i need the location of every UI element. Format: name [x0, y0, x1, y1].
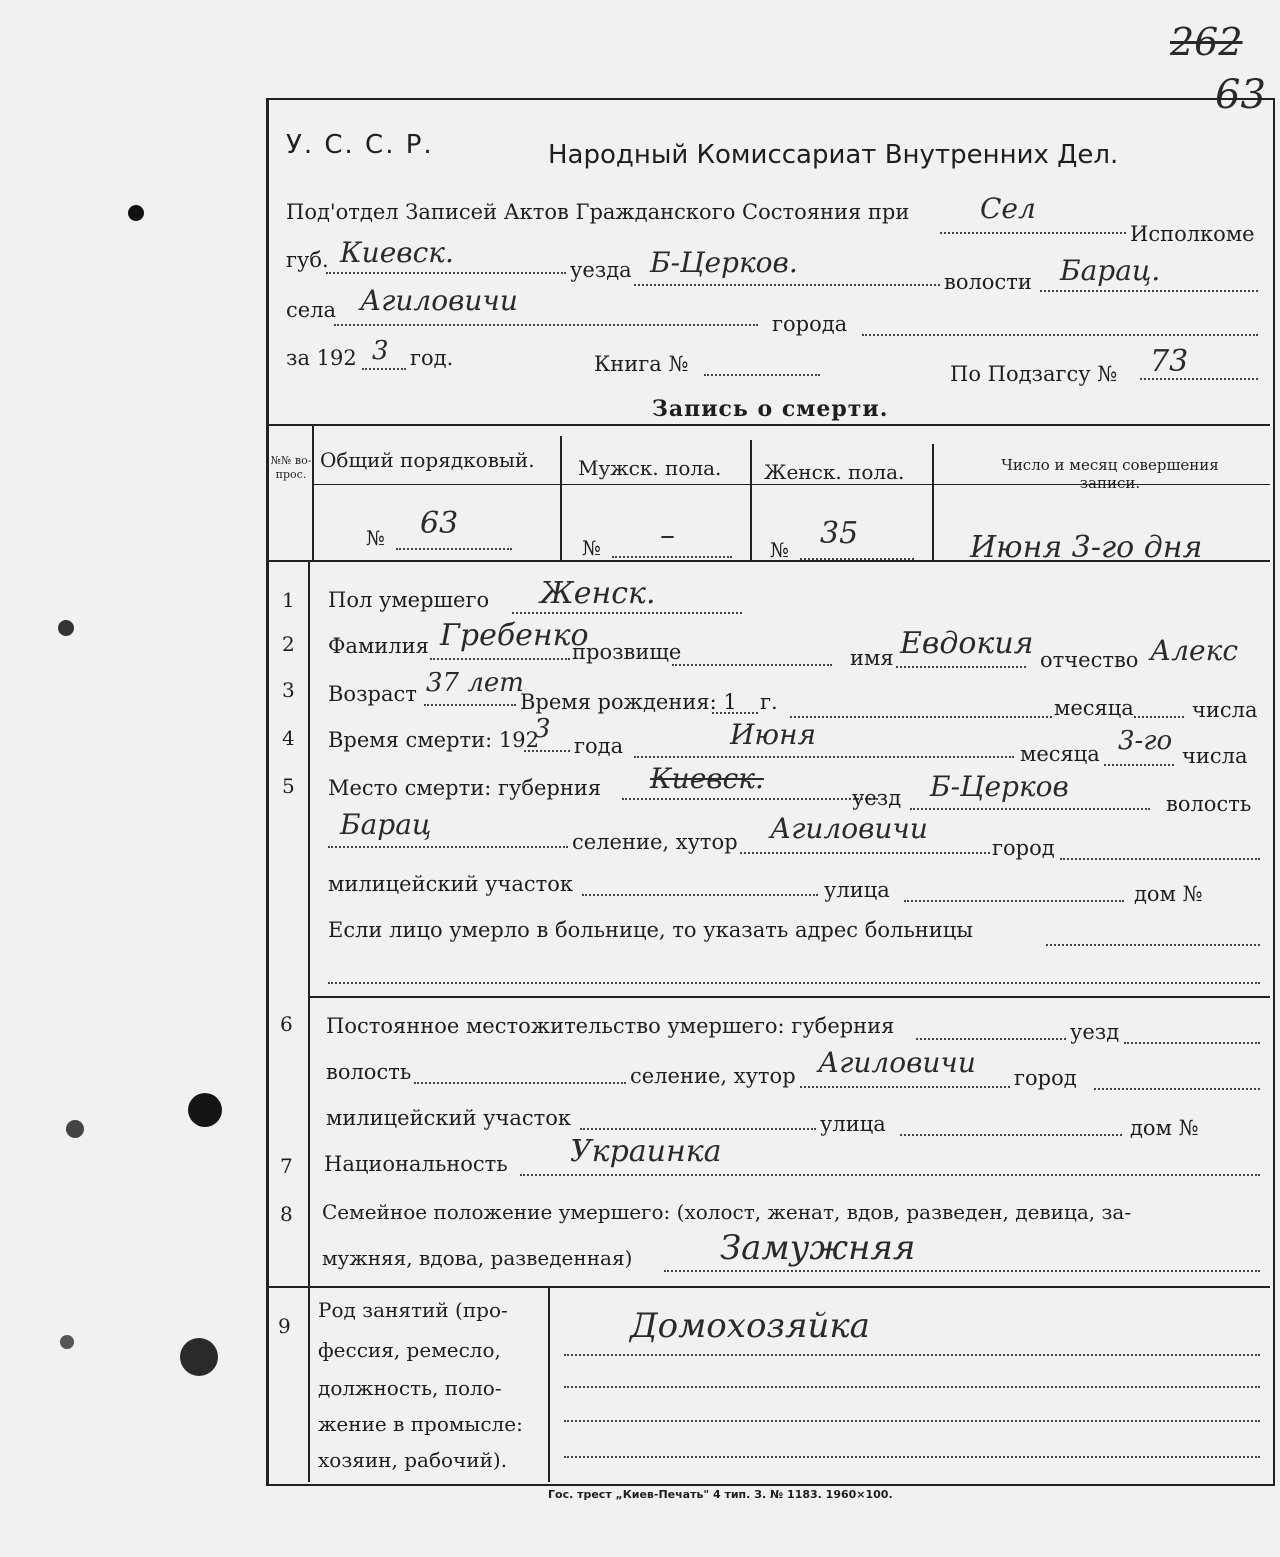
patronymic-value: Алекс — [1150, 634, 1239, 667]
year-digit: 3 — [372, 336, 389, 366]
punch-hole — [188, 1093, 222, 1127]
occupation-label-5: хозяин, рабочий). — [318, 1448, 508, 1472]
punch-hole — [60, 1335, 74, 1349]
punch-hole — [180, 1338, 218, 1376]
uezd-value: Б-Церков. — [650, 246, 798, 279]
date-value: Июня 3-го дня — [970, 530, 1203, 565]
male-value: – — [660, 518, 675, 553]
item-number: 8 — [280, 1202, 293, 1226]
occupation-label-1: Род занятий (про- — [318, 1298, 508, 1322]
surname-value: Гребенко — [440, 618, 589, 653]
item-number: 9 — [278, 1314, 291, 1338]
book-label: Книга № — [594, 352, 689, 376]
house-label: дом № — [1134, 882, 1203, 906]
item-number: 4 — [282, 726, 295, 750]
col-female: Женск. пола. — [764, 460, 905, 484]
col-general: Общий порядковый. — [320, 448, 535, 472]
col-male: Мужск. пола. — [578, 456, 722, 480]
nationality-value: Украинка — [570, 1134, 722, 1169]
nickname-label: прозвище — [572, 640, 682, 664]
female-value: 35 — [820, 516, 859, 551]
police-label: милицейский участок — [328, 872, 574, 896]
death-month: Июня — [730, 718, 817, 751]
residence-label: Постоянное местожительство умершего: губерния — [326, 1014, 895, 1038]
punch-hole — [66, 1120, 84, 1138]
death-year-word: года — [574, 734, 624, 758]
marital-label-2: мужняя, вдова, разведенная) — [322, 1246, 633, 1270]
occupation-value: Домохозяйка — [630, 1306, 870, 1346]
birth-day-label: числа — [1192, 698, 1258, 722]
patronymic-label: отчество — [1040, 648, 1139, 672]
archive-number-crossed: 262 — [1170, 20, 1243, 64]
col-date: Число и месяц совершения записи. — [1001, 456, 1219, 492]
res-house-label: дом № — [1130, 1116, 1199, 1140]
place-uezd-label: уезд — [852, 786, 902, 810]
item-number: 5 — [282, 774, 295, 798]
gorod-label: города — [772, 312, 848, 336]
subregister-label: По Подзагсу № — [950, 362, 1118, 386]
place-gub: Киевск. — [650, 762, 764, 795]
place-label: Место смерти: губерния — [328, 776, 602, 800]
col-q-no: №№ во-прос. — [270, 454, 312, 481]
subdept-label: Под'отдел Записей Актов Гражданского Состояния при — [286, 200, 910, 224]
place-village: Агиловичи — [770, 812, 928, 845]
subdept-suffix: Исполкоме — [1130, 222, 1255, 246]
sex-label: Пол умершего — [328, 588, 490, 612]
occupation-label-3: должность, поло- — [318, 1376, 502, 1400]
punch-hole — [58, 620, 74, 636]
place-volost-label: волость — [1166, 792, 1252, 816]
year-suffix: год. — [410, 346, 454, 370]
name-value: Евдокия — [900, 626, 1034, 661]
death-month-label: месяца — [1020, 742, 1100, 766]
name-label: имя — [850, 646, 894, 670]
surname-label: Фамилия — [328, 634, 429, 658]
age-label: Возраст — [328, 682, 417, 706]
volost-label: волости — [944, 270, 1032, 294]
female-no-prefix: № — [770, 538, 789, 562]
item-number: 3 — [282, 678, 295, 702]
place-city-label: город — [992, 836, 1055, 860]
record-title: Запись о смерти. — [652, 396, 889, 422]
subdept-value: Сел — [980, 192, 1036, 225]
birth-month-label: месяца — [1054, 696, 1134, 720]
republic-label: У. С. С. Р. — [286, 130, 434, 160]
item-number: 6 — [280, 1012, 293, 1036]
place-uezd: Б-Церков — [930, 770, 1069, 803]
occupation-label-2: фессия, ремесло, — [318, 1338, 501, 1362]
marital-value: Замужняя — [720, 1228, 916, 1268]
res-volost-label: волость — [326, 1060, 412, 1084]
general-no-prefix: № — [366, 526, 385, 550]
death-year: 3 — [534, 714, 551, 744]
birth-label: Время рождения: 1 — [520, 690, 737, 714]
hospital-label: Если лицо умерло в больнице, то указать адрес больницы — [328, 918, 973, 942]
marital-label: Семейное положение умершего: (холост, женат, вдов, разведен, девица, за- — [322, 1200, 1132, 1224]
death-day-label: числа — [1182, 744, 1248, 768]
age-value: 37 лет — [426, 668, 524, 698]
uezd-label: уезда — [570, 258, 632, 282]
archive-number: 63 — [1215, 72, 1266, 118]
year-prefix: за 192 — [286, 346, 357, 370]
selo-value: Агиловичи — [360, 284, 518, 317]
punch-hole — [128, 205, 144, 221]
birth-year-suffix: г. — [760, 690, 778, 714]
general-value: 63 — [420, 506, 459, 541]
res-village: Агиловичи — [818, 1046, 976, 1079]
item-number: 7 — [280, 1154, 293, 1178]
nationality-label: Национальность — [324, 1152, 508, 1176]
occupation-label-4: жение в промысле: — [318, 1412, 523, 1436]
res-city-label: город — [1014, 1066, 1077, 1090]
res-village-label: селение, хутор — [630, 1064, 796, 1088]
print-footer: Гос. трест „Киев-Печать" 4 тип. З. № 1183. 1960×100. — [548, 1488, 893, 1501]
place-volost: Барац — [340, 808, 432, 841]
death-label: Время смерти: 192 — [328, 728, 539, 752]
gub-value: Киевск. — [340, 236, 454, 269]
selo-label: села — [286, 298, 337, 322]
place-village-label: селение, хутор — [572, 830, 738, 854]
street-label: улица — [824, 878, 890, 902]
male-no-prefix: № — [582, 536, 601, 560]
res-police-label: милицейский участок — [326, 1106, 572, 1130]
volost-value: Барац. — [1060, 254, 1161, 287]
death-day: 3-го — [1118, 726, 1173, 756]
subregister-value: 73 — [1150, 344, 1189, 379]
commissariat-title: Народный Комиссариат Внутренних Дел. — [548, 140, 1119, 170]
res-street-label: улица — [820, 1112, 886, 1136]
res-uezd-label: уезд — [1070, 1020, 1120, 1044]
item-number: 2 — [282, 632, 295, 656]
gub-label: губ. — [286, 248, 329, 272]
item-number: 1 — [282, 588, 295, 612]
sex-value: Женск. — [540, 576, 656, 611]
